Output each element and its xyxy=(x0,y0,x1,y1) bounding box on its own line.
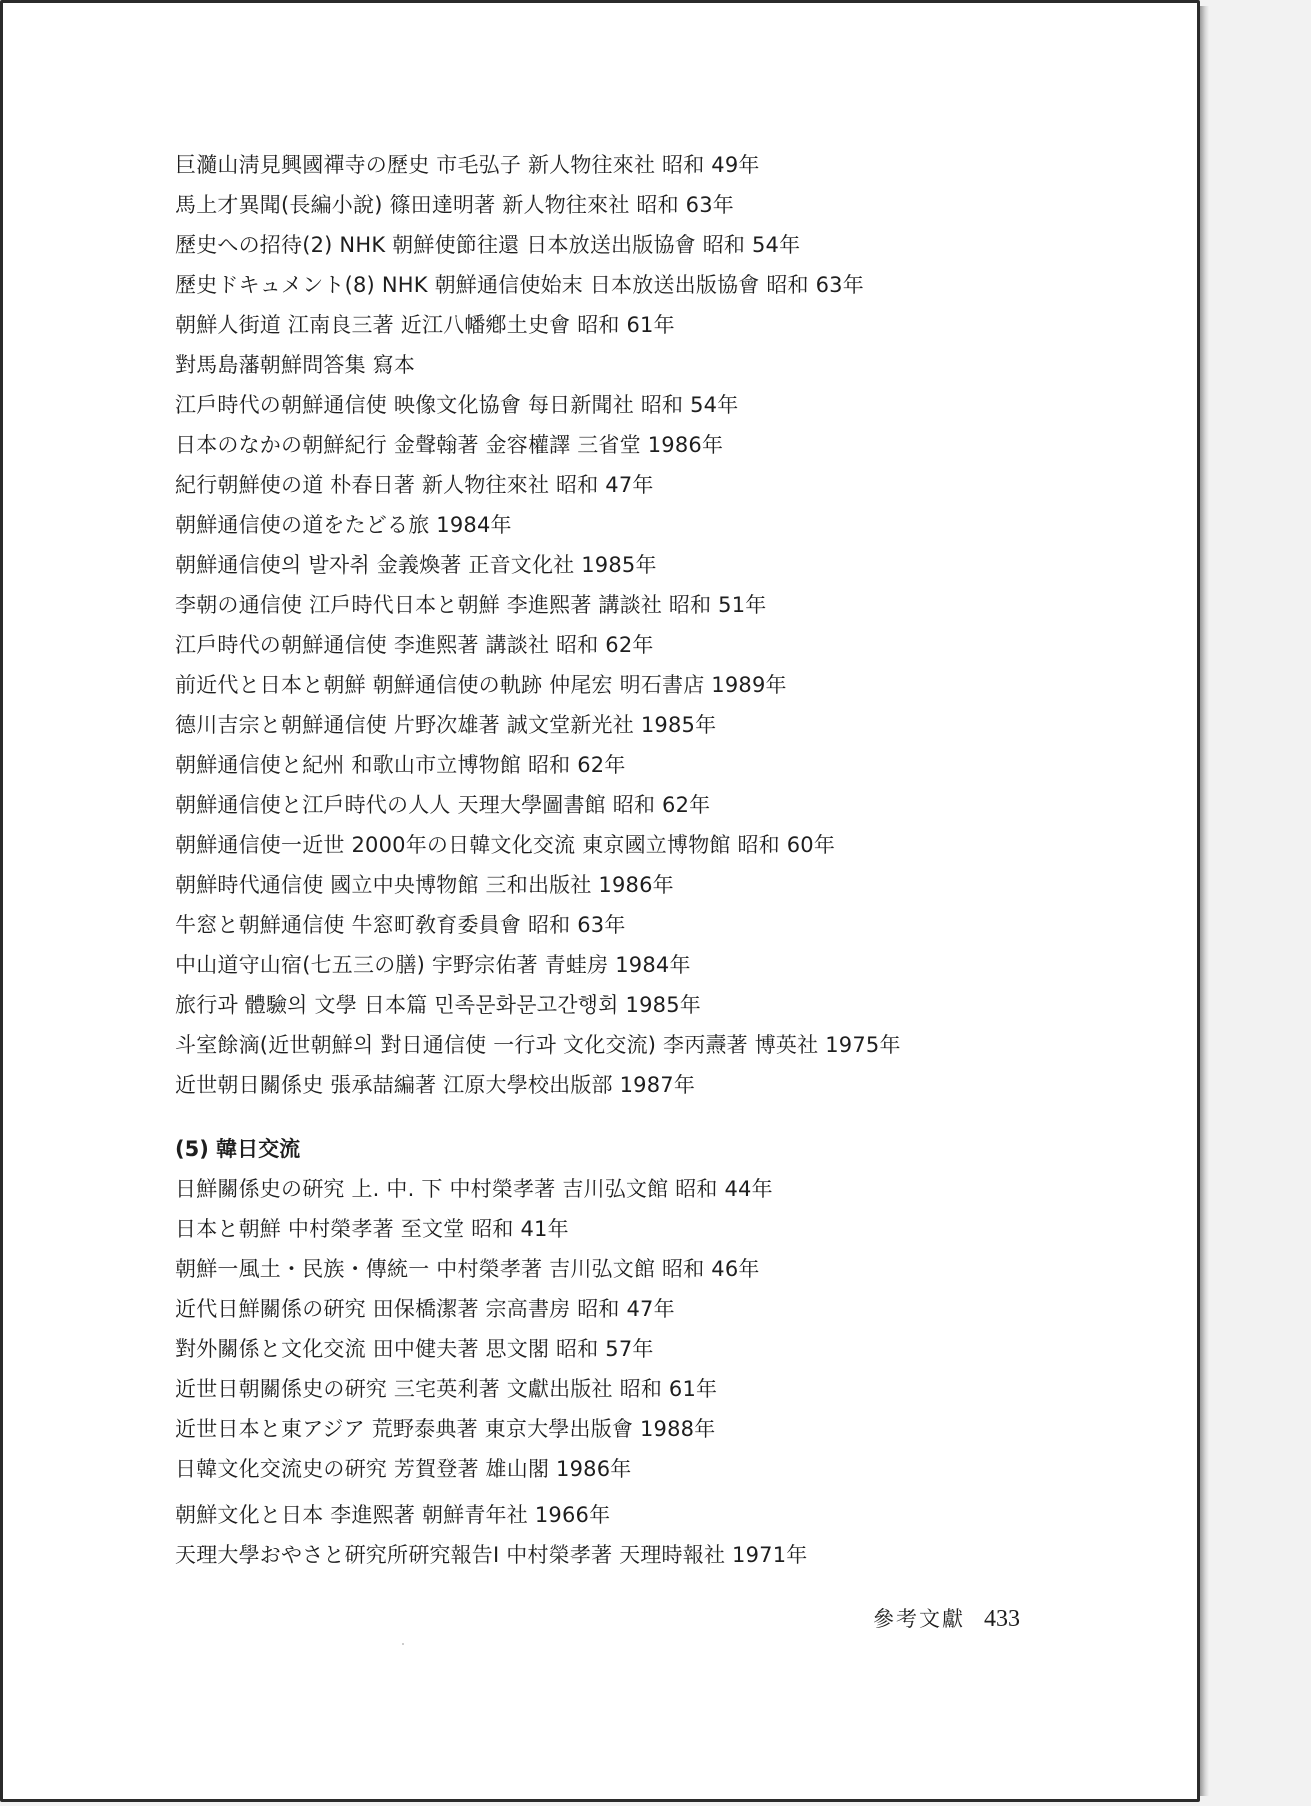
bibliography-entry: 馬上才異聞(長編小說) 篠田達明著 新人物往來社 昭和 63年 xyxy=(175,193,735,217)
bibliography-entry: 牛窓と朝鮮通信使 牛窓町敎育委員會 昭和 63年 xyxy=(175,913,626,937)
bibliography-entry: 朝鮮人街道 江南良三著 近江八幡鄕土史會 昭和 61年 xyxy=(175,313,675,337)
section-heading: (5) 韓日交流 xyxy=(175,1137,301,1161)
bibliography-entry: 紀行朝鮮使の道 朴春日著 新人物往來社 昭和 47年 xyxy=(175,473,654,497)
bibliography-entry: 江戶時代の朝鮮通信使 映像文化協會 每日新聞社 昭和 54年 xyxy=(175,393,739,417)
scan-speck xyxy=(402,1643,404,1645)
bibliography-entry: 近世日本と東アジア 荒野泰典著 東京大學出版會 1988年 xyxy=(175,1417,716,1441)
bibliography-entry: 朝鮮通信使一近世 2000年の日韓文化交流 東京國立博物館 昭和 60年 xyxy=(175,833,836,857)
bibliography-entry: 前近代と日本と朝鮮 朝鮮通信使の軌跡 仲尾宏 明石書店 1989年 xyxy=(175,673,787,697)
bibliography-entry: 朝鮮文化と日本 李進熙著 朝鮮青年社 1966年 xyxy=(175,1503,611,1527)
bibliography-list-part-2 xyxy=(175,1169,1055,1575)
page-footer xyxy=(873,1603,1020,1633)
bibliography-entry: 歷史ドキュメント(8) NHK 朝鮮通信使始末 日本放送出版協會 昭和 63年 xyxy=(175,273,864,297)
bibliography-entry: 朝鮮時代通信使 國立中央博物館 三和出版社 1986年 xyxy=(175,873,674,897)
bibliography-entry: 日鮮關係史の硏究 上. 中. 下 中村榮孝著 吉川弘文館 昭和 44年 xyxy=(175,1177,773,1201)
bibliography-entry: 中山道守山宿(七五三の膳) 宇野宗佑著 青蛙房 1984年 xyxy=(175,953,691,977)
page-number: 433 xyxy=(984,1606,1020,1632)
bibliography-list-part-1 xyxy=(175,145,1055,1105)
bibliography-entry: 江戶時代の朝鮮通信使 李進熙著 講談社 昭和 62年 xyxy=(175,633,654,657)
bibliography-entry: 日本のなかの朝鮮紀行 金聲翰著 金容權譯 三省堂 1986年 xyxy=(175,433,724,457)
bibliography-entry: 歷史への招待(2) NHK 朝鮮使節往還 日本放送出版協會 昭和 54年 xyxy=(175,233,801,257)
bibliography-list xyxy=(175,145,1055,1575)
bibliography-entry: 李朝の通信使 江戶時代日本と朝鮮 李進熙著 講談社 昭和 51年 xyxy=(175,593,767,617)
bibliography-entry: 巨瀡山淸見興國禪寺の歷史 市毛弘子 新人物往來社 昭和 49年 xyxy=(175,153,760,177)
page-edge-shadow xyxy=(1200,6,1209,1796)
bibliography-entry: 朝鮮通信使の道をたどる旅 1984年 xyxy=(175,513,512,537)
bibliography-entry: 日本と朝鮮 中村榮孝著 至文堂 昭和 41年 xyxy=(175,1217,569,1241)
bibliography-entry: 對外關係と文化交流 田中健夫著 思文閣 昭和 57年 xyxy=(175,1337,654,1361)
bibliography-entry: 對馬島藩朝鮮問答集 寫本 xyxy=(175,353,416,377)
bibliography-entry: 旅行과 體驗의 文學 日本篇 민족문화문고간행회 1985年 xyxy=(175,993,701,1017)
bibliography-entry: 德川吉宗と朝鮮通信使 片野次雄著 誠文堂新光社 1985年 xyxy=(175,713,717,737)
bibliography-entry: 朝鮮一風土・民族・傳統一 中村榮孝著 吉川弘文館 昭和 46年 xyxy=(175,1257,760,1281)
footer-section-label: 參考文獻 xyxy=(873,1607,965,1631)
bibliography-entry: 天理大學おやさと硏究所硏究報告Ⅰ 中村榮孝著 天理時報社 1971年 xyxy=(175,1543,808,1567)
bibliography-entry: 近代日鮮關係の硏究 田保橋潔著 宗高書房 昭和 47年 xyxy=(175,1297,675,1321)
bibliography-entry: 朝鮮通信使의 발자취 金義煥著 正音文化社 1985年 xyxy=(175,553,657,577)
bibliography-entry: 斗室餘滴(近世朝鮮의 對日通信使 一行과 文化交流) 李丙燾著 博英社 1975年 xyxy=(175,1033,901,1057)
bibliography-entry: 近世日朝關係史の硏究 三宅英利著 文獻出版社 昭和 61年 xyxy=(175,1377,718,1401)
bibliography-entry: 朝鮮通信使と江戶時代の人人 天理大學圖書館 昭和 62年 xyxy=(175,793,711,817)
bibliography-entry: 近世朝日關係史 張承喆編著 江原大學校出版部 1987年 xyxy=(175,1073,696,1097)
bibliography-entry: 朝鮮通信使と紀州 和歌山市立博物館 昭和 62年 xyxy=(175,753,626,777)
bibliography-entry: 日韓文化交流史の硏究 芳賀登著 雄山閣 1986年 xyxy=(175,1457,632,1481)
